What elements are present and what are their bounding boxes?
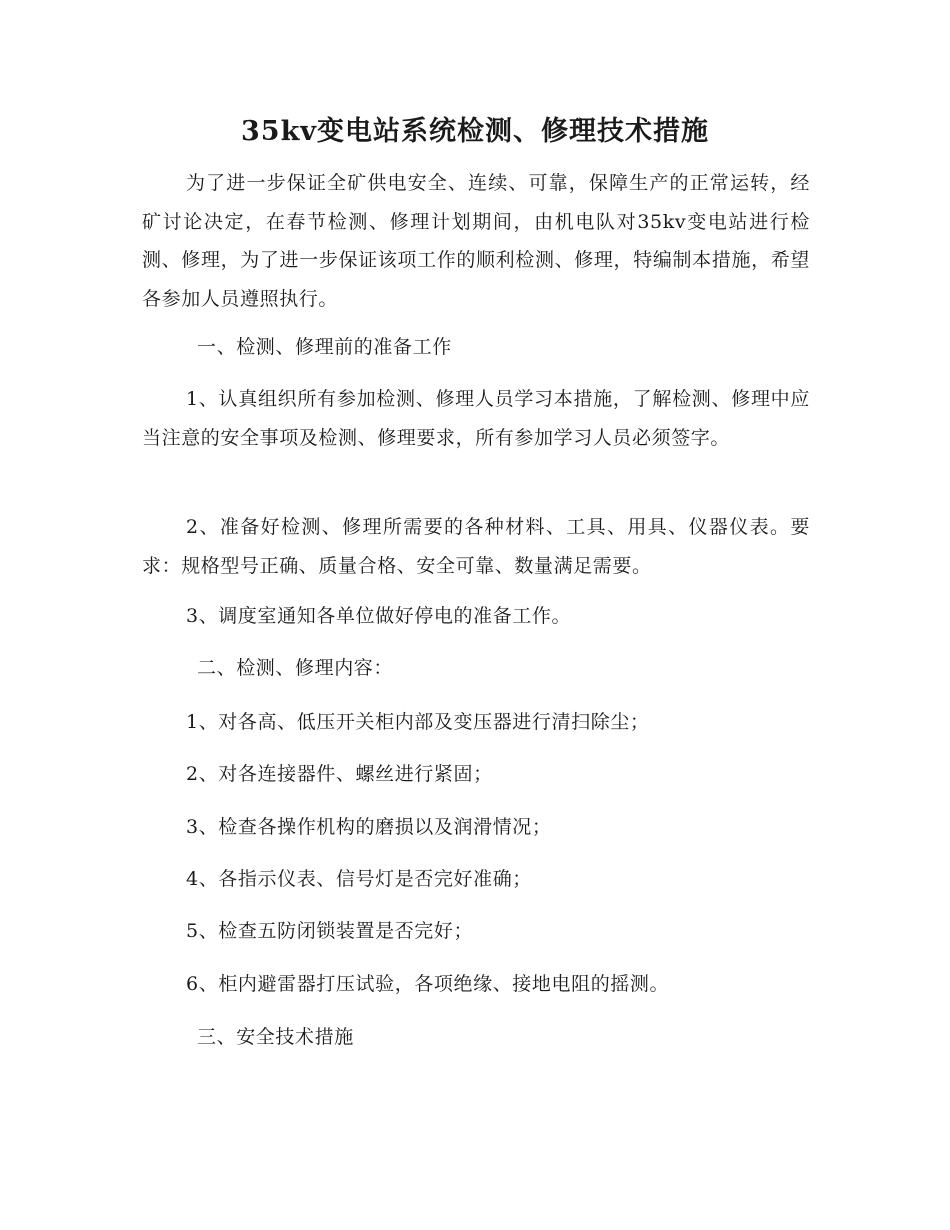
section-heading-2: 二、检测、修理内容：: [197, 657, 394, 679]
section1-item-1: 1、认真组织所有参加检测、修理人员学习本措施，了解检测、修理中应当注意的安全事项及检测、修理要求，所有参加学习人员必须签字。: [142, 388, 810, 449]
section2-item-3: 3、检查各操作机构的磨损以及润滑情况；: [186, 816, 552, 838]
section-heading-1: 一、检测、修理前的准备工作: [197, 336, 452, 358]
section2-item-5: 5、检查五防闭锁装置是否完好；: [186, 920, 474, 942]
section1-item-3: 3、调度室通知各单位做好停电的准备工作。: [186, 605, 572, 627]
section2-item-2: 2、对各连接器件、螺丝进行紧固；: [186, 763, 493, 785]
document-title: 35kv变电站系统检测、修理技术措施: [241, 116, 709, 147]
section-heading-3: 三、安全技术措施: [197, 1026, 354, 1048]
intro-paragraph: 为了进一步保证全矿供电安全、连续、可靠，保障生产的正常运转，经矿讨论决定，在春节检测、修理计划期间，由机电队对35kv变电站进行检测、修理，为了进一步保证该项工作的顺利检测、修理，特编制本措施，希望各参加人员遵照执行。: [142, 172, 810, 310]
section2-item-1: 1、对各高、低压开关柜内部及变压器进行清扫除尘；: [186, 711, 650, 733]
section2-item-4: 4、各指示仪表、信号灯是否完好准确；: [186, 868, 532, 890]
section2-item-6: 6、柜内避雷器打压试验，各项绝缘、接地电阻的摇测。: [186, 973, 670, 995]
section1-item-2: 2、准备好检测、修理所需要的各种材料、工具、用具、仪器仪表。要求：规格型号正确、质量合格、安全可靠、数量满足需要。: [142, 516, 810, 577]
